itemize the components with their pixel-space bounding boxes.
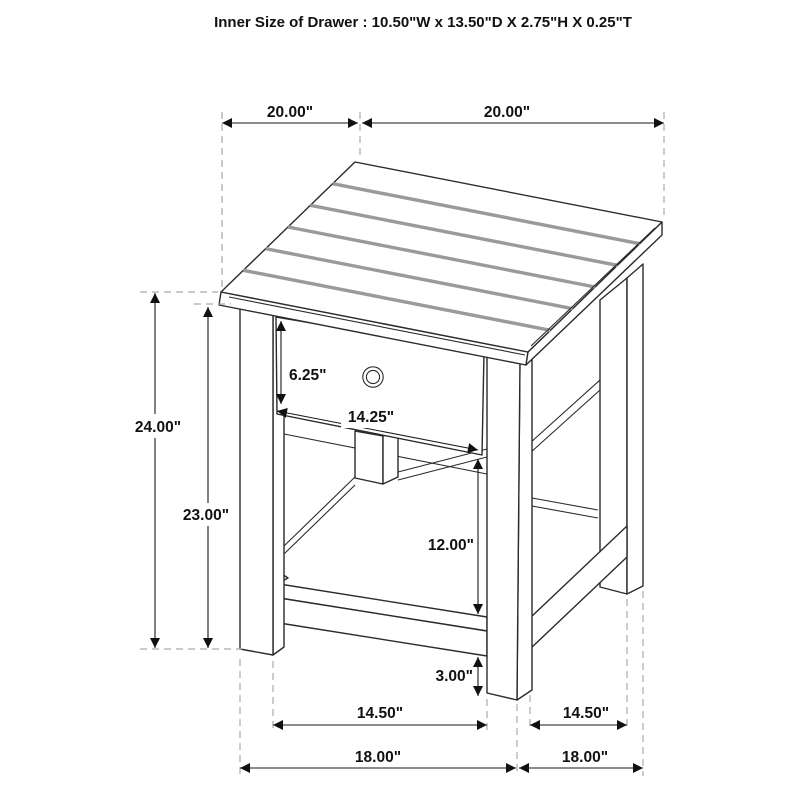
dimension-label-base-depth: 18.00": [561, 749, 609, 766]
dimension-label-drawer-height: 6.25": [289, 367, 327, 384]
front-right-leg: [487, 352, 520, 700]
dimension-label-base-width: 18.00": [354, 749, 402, 766]
back-shelf-rail: [532, 498, 598, 518]
dimension-label-base-clearance: 3.00": [435, 668, 473, 685]
page-title: Inner Size of Drawer : 10.50"W x 13.50"D X 2.75"H X 0.25"T: [214, 14, 632, 31]
dimension-label-under-top-height: 23.00": [182, 507, 230, 524]
dimension-label-shelf-clearance: 12.00": [427, 537, 474, 554]
dimension-label-top-right-depth: 20.00": [483, 104, 531, 121]
dimension-label-front-leg-gap: 14.50": [356, 705, 404, 722]
center-divider: [355, 431, 383, 484]
dimension-label-side-leg-gap: 14.50": [562, 705, 610, 722]
center-divider-side: [383, 431, 398, 484]
dimension-label-top-left-width: 20.00": [266, 104, 314, 121]
table-drawing: [219, 162, 662, 700]
dimension-label-overall-height: 24.00": [134, 419, 182, 436]
dimension-label-drawer-width: 14.25": [347, 409, 395, 426]
back-right-leg-side: [627, 264, 643, 594]
side-apron-edge: [530, 380, 600, 453]
left-glide-rail: [284, 477, 355, 554]
front-left-leg: [240, 303, 273, 655]
